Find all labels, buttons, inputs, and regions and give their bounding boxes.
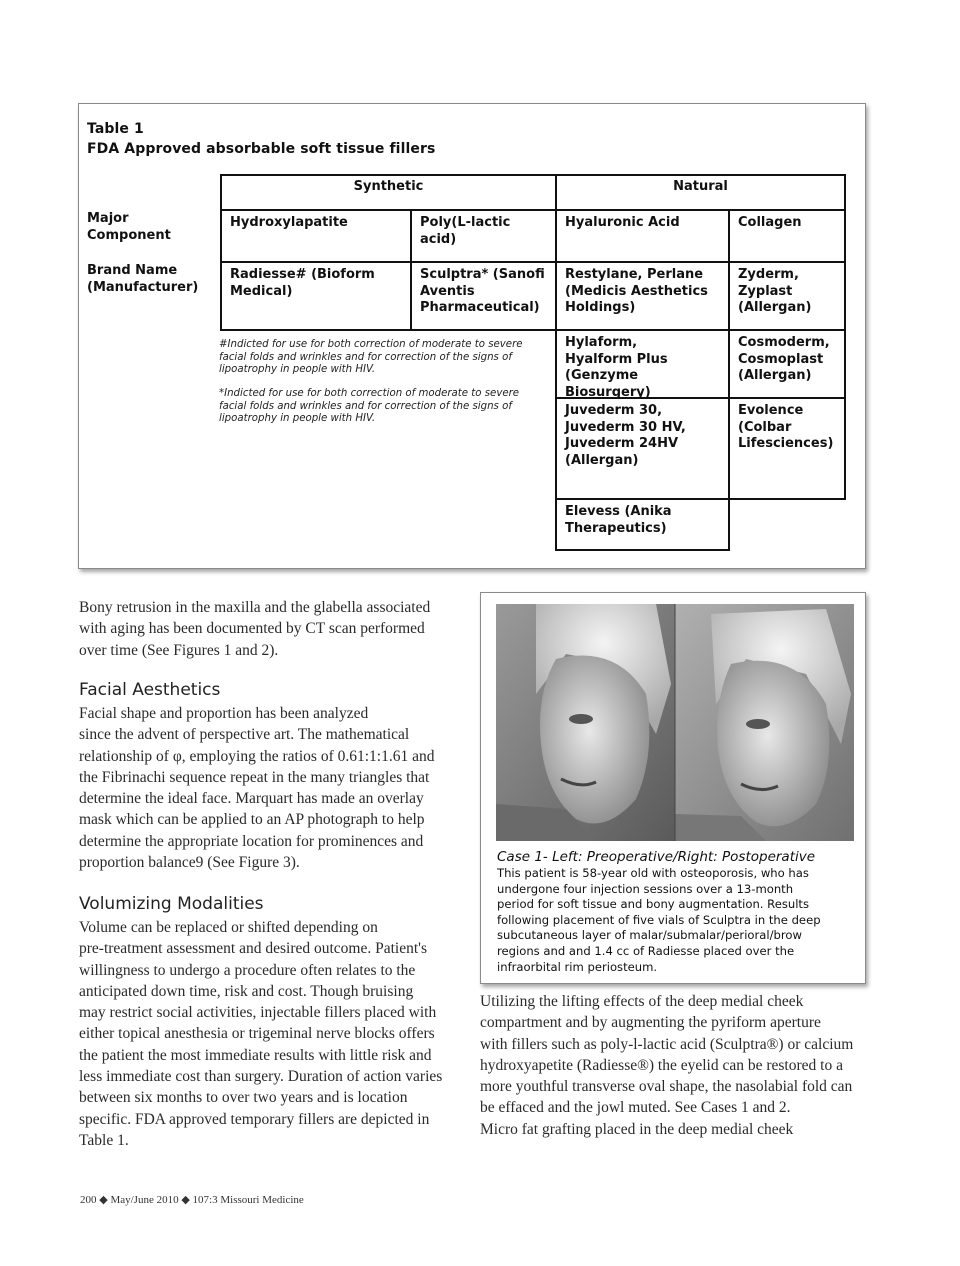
preoperative-photo	[496, 604, 675, 841]
footnote-radiesse: #Indicted for use for both correction of moderate to severe facial folds and wrinkles and for correction of the signs of lipoatrophy in people with HIV.	[219, 339, 523, 376]
cell-hydroxylapatite: Hydroxylapatite	[220, 209, 412, 263]
row-label-brand-name: Brand Name (Manufacturer)	[87, 263, 199, 295]
heading-volumizing-modalities: Volumizing Modalities	[79, 894, 264, 914]
postoperative-photo	[675, 604, 854, 841]
case-photo	[496, 604, 854, 841]
cell-hyaluronic-acid: Hyaluronic Acid	[555, 209, 730, 263]
cell-evolence: Evolence (Colbar Lifesciences)	[728, 397, 846, 500]
facial-aesthetics-paragraph: Facial shape and proportion has been analyzed since the advent of perspective art. The mathematical relationship of φ, employing the ratios of 0.61:1:1.61 and the Fibrinachi sequence repeat in the many triangles that determine the ideal face. Marquart has made an overlay mask which can be applied to an AP photograph to help determine the appropriate location for prominences and proportion balance9 (See Figure 3).	[79, 705, 435, 872]
cell-hylaform: Hylaform, Hyalform Plus (Genzyme Biosurgery)	[555, 329, 730, 399]
cell-elevess: Elevess (Anika Therapeutics)	[555, 498, 730, 551]
cell-sculptra: Sculptra* (Sanofi Aventis Pharmaceutical)	[410, 261, 557, 331]
intro-paragraph: Bony retrusion in the maxilla and the glabella associated with aging has been documented by CT scan performed over time (See Figures 1 and 2).	[79, 599, 431, 659]
cell-restylane: Restylane, Perlane (Medicis Aesthetics Holdings)	[555, 261, 730, 331]
table-title: Table 1	[87, 121, 144, 137]
page-footer: 200 ◆ May/June 2010 ◆ 107:3 Missouri Medicine	[80, 1194, 304, 1206]
cell-collagen: Collagen	[728, 209, 846, 263]
volumizing-paragraph: Volume can be replaced or shifted depending on pre-treatment assessment and desired outcome. Patient's willingness to undergo a procedure often relates to the anticipated down time, risk and cost. Though bruising may restrict social activities, injectable fillers placed with either topical anesthesia or trigeminal nerve blocks offers the patient the most immediate results with little risk and less immediate cost than surgery. Duration of action varies between six months to over two years and is location specific. FDA approved temporary fillers are depicted in Table 1.	[79, 919, 443, 1149]
cell-juvederm: Juvederm 30, Juvederm 30 HV, Juvederm 24HV (Allergan)	[555, 397, 730, 500]
right-paragraph-1: Utilizing the lifting effects of the deep medial cheek compartment and by augmenting the pyriform aperture with fillers such as poly-l-lactic acid (Sculptra®) or calcium hydroxyapetite (Radiesse®) the eyelid can be restored to a more youthful transverse oval shape, the nasolabial fold can be effaced and the jowl muted. See Cases 1 and 2.	[480, 993, 854, 1117]
heading-facial-aesthetics: Facial Aesthetics	[79, 680, 221, 700]
figure-caption-body: This patient is 58-year old with osteoporosis, who has undergone four injection sessions over a 13-month period for soft tissue and bony augmentation. Results following placement of five vials of Sculptra in the deep subcutaneous layer of malar/submalar/perioral/brow regions and and 1.4 cc of Radiesse placed over the infraorbital rim periosteum.	[497, 866, 821, 974]
cell-poly-l-lactic-acid: Poly(L-lactic acid)	[410, 209, 557, 263]
cell-radiesse: Radiesse# (Bioform Medical)	[220, 261, 412, 331]
cell-zyderm: Zyderm, Zyplast (Allergan)	[728, 261, 846, 331]
row-label-major-component: Major Component	[87, 211, 171, 243]
header-natural: Natural	[555, 174, 846, 211]
figure-caption-title: Case 1- Left: Preoperative/Right: Postoperative	[497, 849, 816, 865]
footnote-sculptra: *Indicted for use for both correction of moderate to severe facial folds and wrinkles and for correction of the signs of lipoatrophy in people with HIV.	[219, 388, 520, 425]
table-subtitle: FDA Approved absorbable soft tissue fillers	[87, 141, 436, 157]
cell-cosmoderm: Cosmoderm, Cosmoplast (Allergan)	[728, 329, 846, 399]
header-synthetic: Synthetic	[220, 174, 557, 211]
right-paragraph-2: Micro fat grafting placed in the deep medial cheek	[480, 1121, 794, 1138]
